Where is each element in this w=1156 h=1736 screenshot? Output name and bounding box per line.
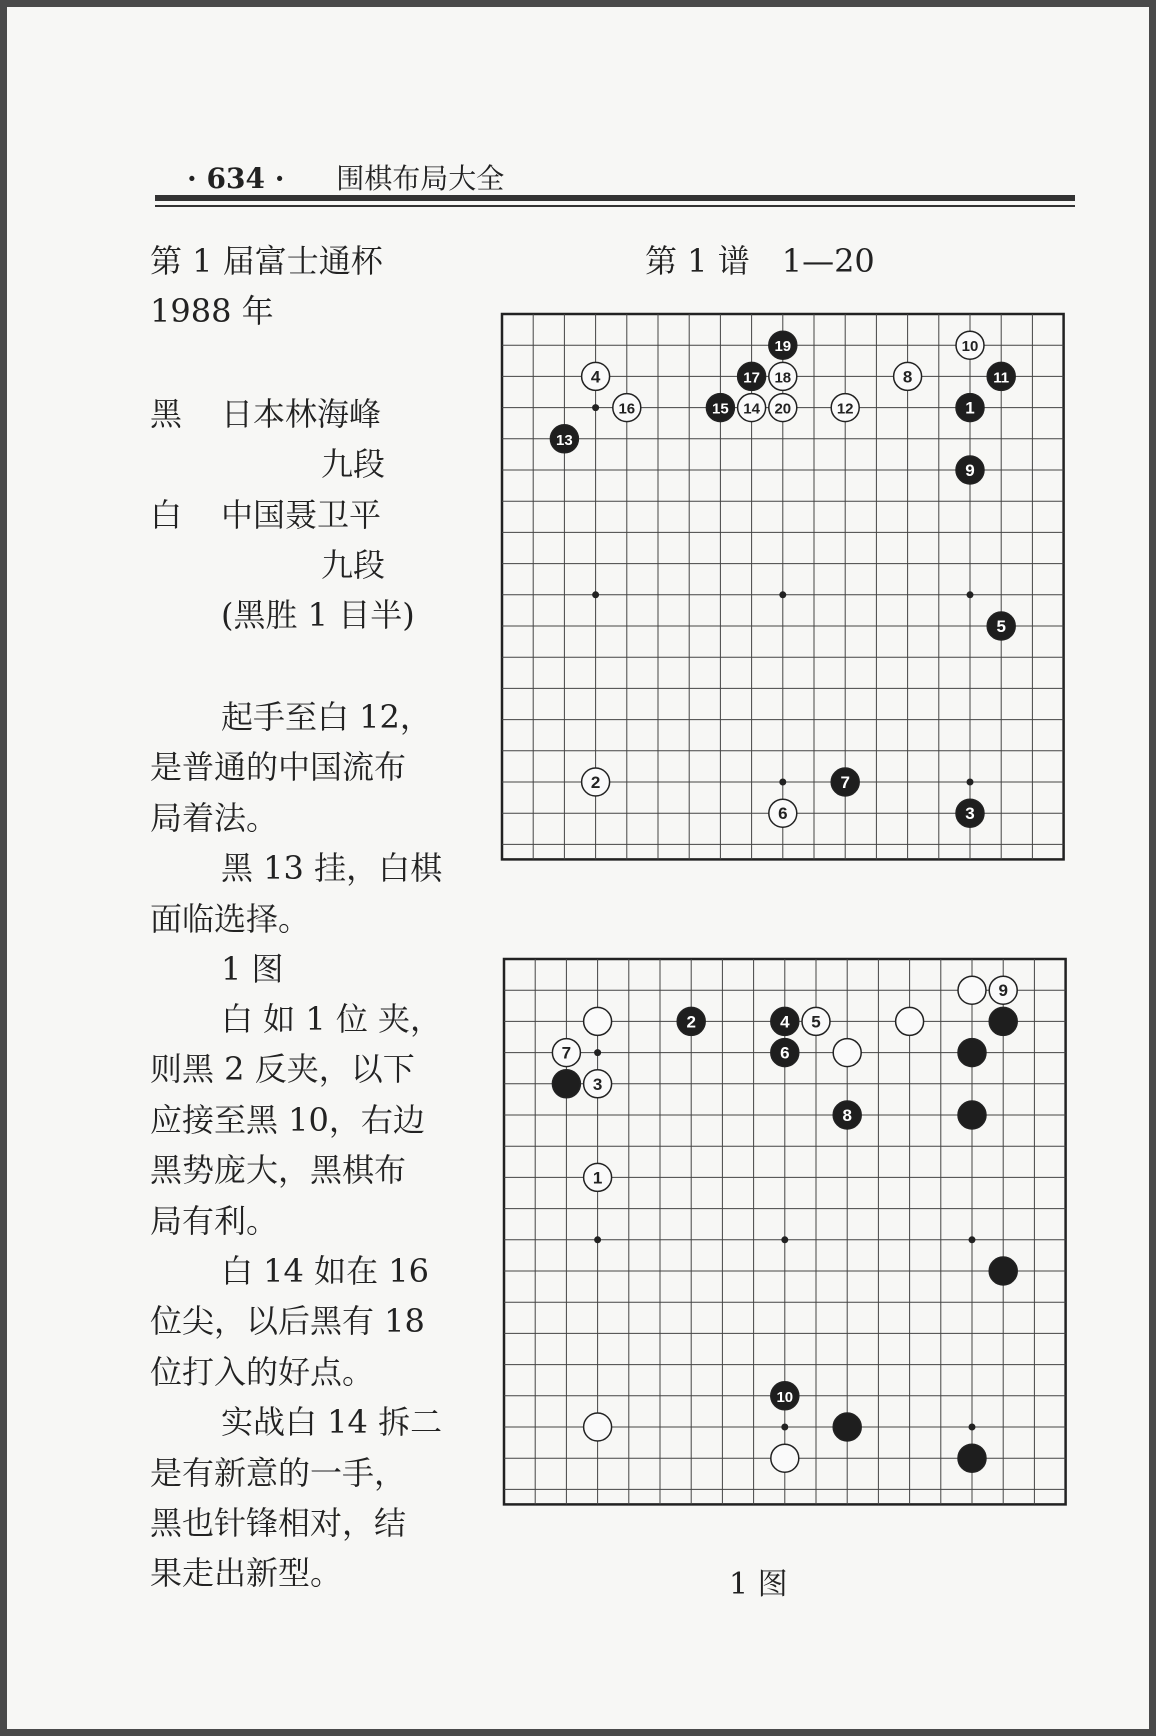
go-board-diagram-1	[493, 305, 1065, 871]
book-title: 围棋布局大全	[336, 162, 505, 195]
move-number: 9	[965, 461, 975, 480]
move-number: 4	[590, 367, 601, 387]
move-number: 6	[780, 1043, 790, 1063]
move-number: 2	[590, 773, 601, 792]
commentary-line: 位打入的好点。	[150, 1353, 375, 1391]
move-number: 3	[592, 1074, 603, 1094]
board2-star-point	[781, 1424, 788, 1431]
black-stone	[989, 1007, 1017, 1035]
game-year: 1988 年	[150, 292, 274, 330]
board2-star-point	[969, 1424, 976, 1431]
commentary-line: 起手至白 12，	[221, 698, 432, 736]
move-number: 1	[592, 1168, 603, 1188]
move-number: 4	[780, 1012, 790, 1032]
commentary-line: 黑势庞大，黑棋布	[150, 1151, 407, 1189]
white-stone	[958, 976, 986, 1004]
move-number: 3	[965, 804, 975, 824]
commentary-line: 局着法。	[150, 799, 279, 837]
board2-star-point	[594, 1236, 601, 1243]
white-stone	[833, 1039, 861, 1067]
black-rank: 九段	[321, 445, 386, 483]
move-number: 16	[618, 400, 636, 418]
black-stone	[989, 1257, 1017, 1285]
move-number: 12	[836, 400, 854, 418]
diagram1-title: 第 1 谱 1—20	[645, 242, 875, 280]
move-number: 14	[743, 400, 760, 418]
board1-star-point	[967, 591, 974, 598]
commentary-line: 白 如 1 位 夹，	[221, 1000, 443, 1038]
commentary-line: 是有新意的一手，	[150, 1454, 407, 1492]
commentary-line: 1 图	[221, 950, 284, 988]
board2-star-point	[781, 1236, 788, 1243]
move-number: 5	[811, 1012, 821, 1032]
black-stone	[958, 1039, 986, 1067]
white-player: 中国聂卫平	[221, 496, 382, 534]
board1-star-point	[592, 591, 599, 598]
move-number: 1	[965, 398, 975, 418]
header-rule-thin	[155, 205, 1075, 207]
commentary-line: 则黑 2 反夹，以下	[150, 1050, 415, 1088]
black-stone	[552, 1070, 580, 1098]
move-number: 15	[712, 400, 729, 418]
white-stone	[771, 1444, 799, 1472]
move-number: 10	[776, 1388, 794, 1406]
commentary-line: 应接至黑 10，右边	[150, 1101, 425, 1139]
move-number: 2	[686, 1012, 696, 1032]
board1-star-point	[592, 404, 599, 411]
commentary-line: 黑也针锋相对，结	[150, 1504, 407, 1542]
diagram2-caption: 1 图	[729, 1567, 788, 1602]
page-number: · 634 ·	[187, 162, 285, 195]
white-rank: 九段	[321, 546, 386, 584]
move-number: 5	[996, 617, 1006, 636]
board1-star-point	[967, 779, 974, 786]
move-number: 9	[998, 981, 1008, 1001]
board2-star-point	[594, 1049, 601, 1056]
commentary-line: 面临选择。	[150, 900, 311, 938]
move-number: 11	[993, 369, 1010, 387]
move-number: 19	[774, 338, 792, 356]
commentary-line: 局有利。	[150, 1202, 279, 1240]
commentary-line: 白 14 如在 16	[221, 1252, 429, 1290]
commentary-line: 实战白 14 拆二	[221, 1403, 443, 1441]
black-stone	[833, 1413, 861, 1441]
running-header	[187, 157, 504, 197]
move-number: 20	[774, 400, 792, 418]
move-number: 6	[778, 804, 788, 824]
move-number: 17	[743, 369, 760, 387]
go-board-diagram-2	[495, 950, 1067, 1516]
white-label: 白	[150, 496, 183, 534]
black-label: 黑	[150, 395, 183, 433]
move-number: 18	[774, 369, 792, 387]
move-number: 8	[902, 367, 913, 387]
board1-star-point	[779, 591, 786, 598]
white-stone	[896, 1007, 924, 1035]
board1-star-point	[779, 779, 786, 786]
move-number: 10	[961, 338, 979, 356]
game-result: (黑胜 1 目半)	[221, 596, 415, 634]
board2-star-point	[969, 1236, 976, 1243]
book-page	[7, 7, 1149, 1729]
commentary-line: 黑 13 挂，白棋	[221, 849, 443, 887]
commentary-line: 是普通的中国流布	[150, 748, 407, 786]
white-stone	[584, 1007, 612, 1035]
move-number: 8	[842, 1106, 852, 1125]
white-stone	[584, 1413, 612, 1441]
commentary-line: 果走出新型。	[150, 1554, 343, 1592]
header-rule-thick	[155, 195, 1075, 201]
tournament-name: 第 1 届富士通杯	[150, 242, 383, 280]
move-number: 7	[561, 1043, 572, 1063]
black-stone	[958, 1444, 986, 1472]
commentary-line: 位尖，以后黑有 18	[150, 1302, 425, 1340]
move-number: 7	[840, 773, 850, 792]
black-player: 日本林海峰	[221, 395, 382, 433]
black-stone	[958, 1101, 986, 1129]
move-number: 13	[556, 431, 573, 449]
